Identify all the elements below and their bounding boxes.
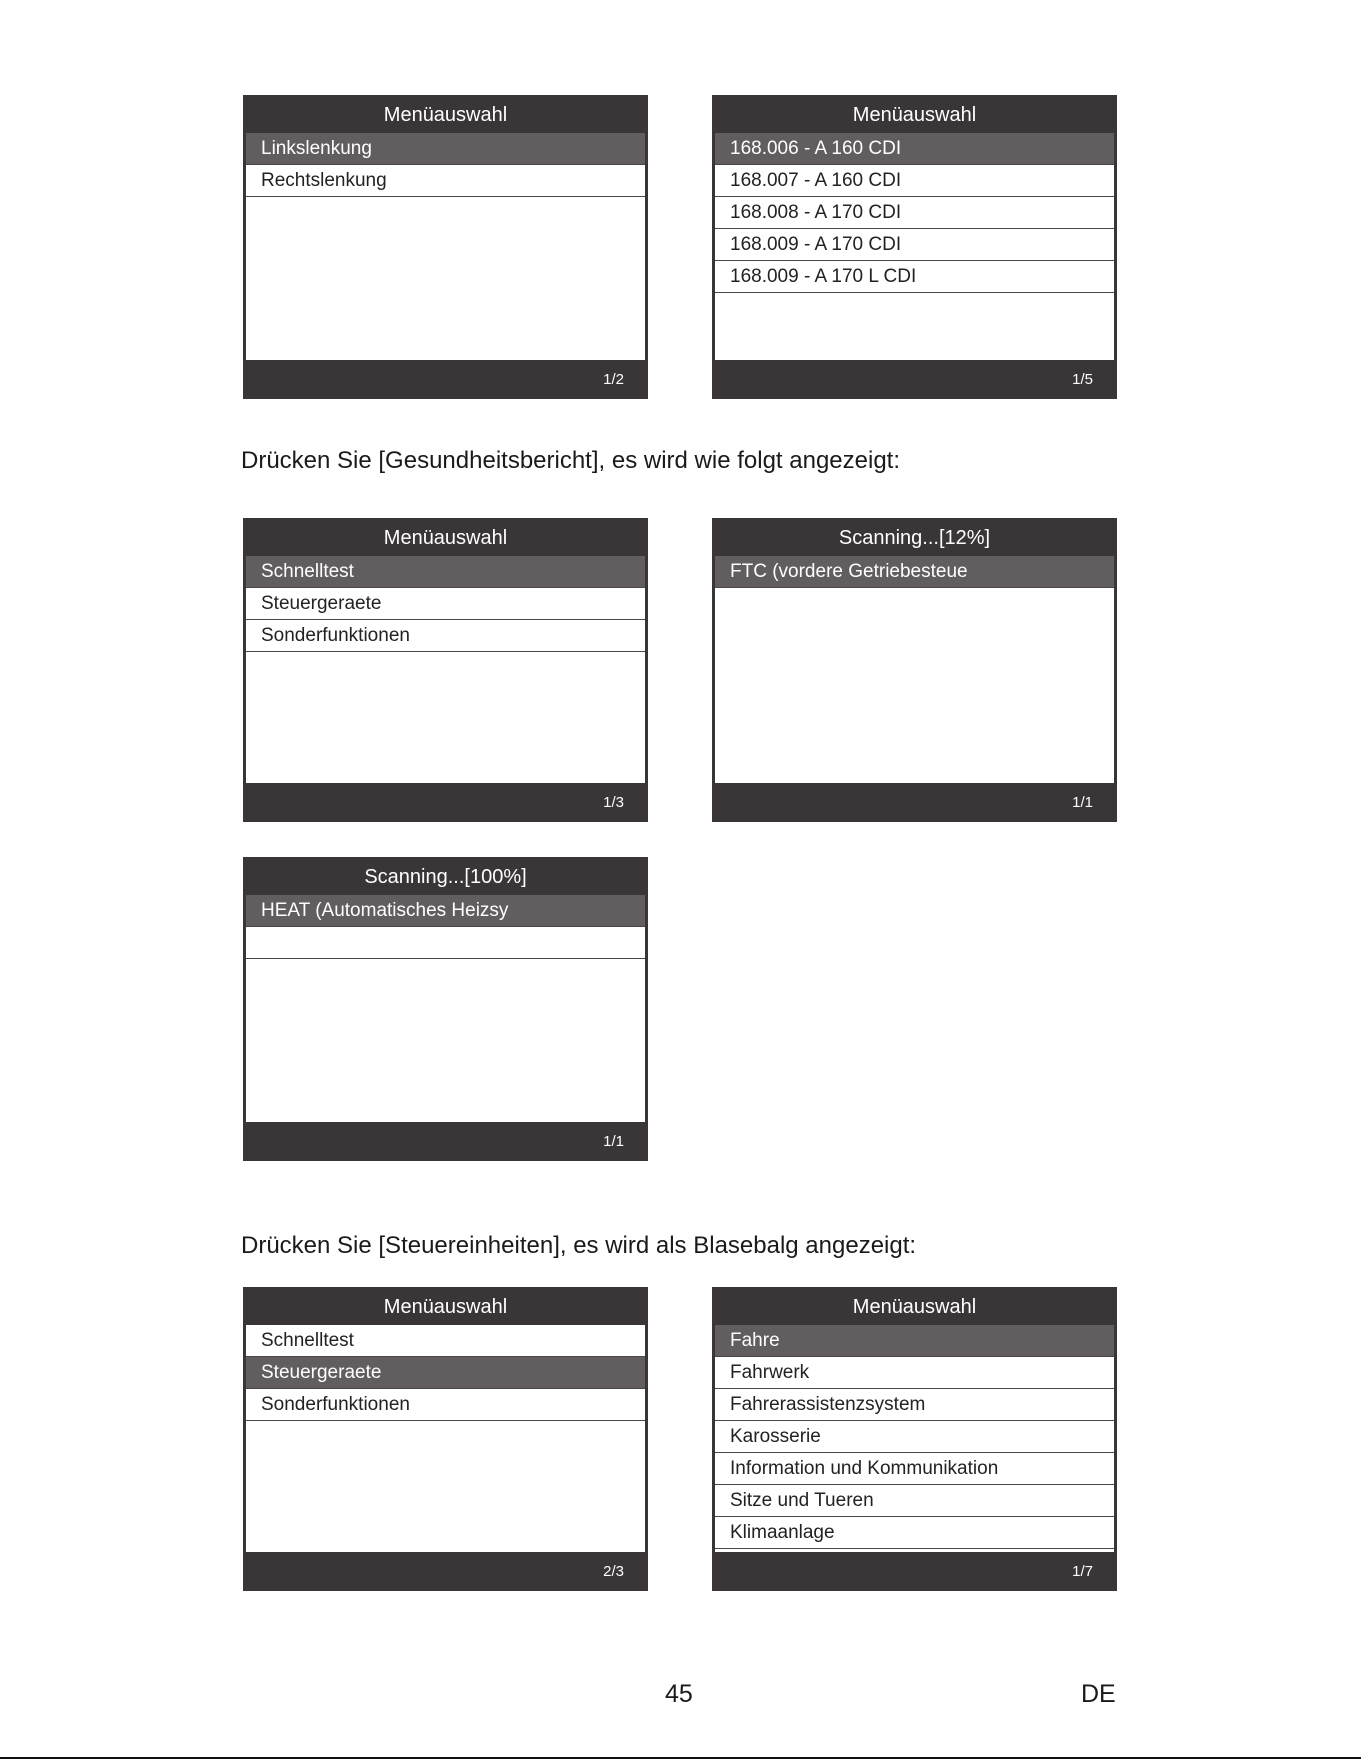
menu-item[interactable]: 168.006 - A 160 CDI [715, 133, 1114, 165]
screen-1-menu [243, 95, 648, 399]
screen-list [246, 133, 645, 360]
menu-item[interactable]: Fahre [715, 1325, 1114, 1357]
screen-title: Scanning...[100%] [364, 866, 527, 888]
menu-item[interactable]: Steuergeraete [246, 588, 645, 620]
menu-item[interactable]: Klimaanlage [715, 1517, 1114, 1549]
screen-page-indicator: 1/7 [1072, 1563, 1093, 1580]
screen-page-indicator: 1/1 [1072, 794, 1093, 811]
menu-item[interactable]: 168.009 - A 170 CDI [715, 229, 1114, 261]
menu-item[interactable]: Fahrerassistenzsystem [715, 1389, 1114, 1421]
screen-7-menu [712, 1287, 1117, 1591]
menu-item[interactable]: Sitze und Tueren [715, 1485, 1114, 1517]
screen-4-scanning [712, 518, 1117, 822]
bottom-rule [0, 1757, 1361, 1759]
screen-page-indicator: 2/3 [603, 1563, 624, 1580]
menu-item[interactable]: Rechtslenkung [246, 165, 645, 197]
screen-page-indicator: 1/2 [603, 371, 624, 388]
screen-title: Menüauswahl [383, 104, 508, 126]
screen-list [715, 556, 1114, 783]
screen-title: Menüauswahl [852, 1296, 977, 1318]
screen-2-menu [712, 95, 1117, 399]
screen-page-indicator: 1/3 [603, 794, 624, 811]
menu-item[interactable]: 168.009 - A 170 L CDI [715, 261, 1114, 293]
menu-item[interactable]: Karosserie [715, 1421, 1114, 1453]
empty-list-item[interactable] [246, 927, 645, 959]
language-code: DE [1081, 1680, 1116, 1708]
menu-item[interactable]: Schnelltest [246, 556, 645, 588]
menu-item[interactable]: Schnelltest [246, 1325, 645, 1357]
caption-control-units: Drücken Sie [Steuereinheiten], es wird als Blasebalg angezeigt: [241, 1232, 917, 1259]
menu-item[interactable]: Linkslenkung [246, 133, 645, 165]
menu-item[interactable]: Sonderfunktionen [246, 1389, 645, 1421]
screen-page-indicator: 1/5 [1072, 371, 1093, 388]
page-number: 45 [665, 1680, 693, 1708]
screen-title: Menüauswahl [383, 1296, 508, 1318]
screen-5-scanning [243, 857, 648, 1161]
screen-list [246, 556, 645, 783]
menu-item[interactable]: 168.007 - A 160 CDI [715, 165, 1114, 197]
screen-page-indicator: 1/1 [603, 1133, 624, 1150]
screen-title: Scanning...[12%] [838, 527, 991, 549]
screen-3-menu [243, 518, 648, 822]
screen-list [246, 1325, 645, 1552]
screen-list [715, 1325, 1114, 1552]
screen-list [246, 895, 645, 1122]
menu-item[interactable]: Fahrwerk [715, 1357, 1114, 1389]
menu-item[interactable]: Sonderfunktionen [246, 620, 645, 652]
menu-item[interactable]: 168.008 - A 170 CDI [715, 197, 1114, 229]
caption-health-report: Drücken Sie [Gesundheitsbericht], es wird wie folgt angezeigt: [241, 447, 901, 474]
screen-list [715, 133, 1114, 360]
screen-title: Menüauswahl [852, 104, 977, 126]
screen-title: Menüauswahl [383, 527, 508, 549]
menu-item[interactable]: HEAT (Automatisches Heizsy [246, 895, 645, 927]
menu-item[interactable]: FTC (vordere Getriebesteue [715, 556, 1114, 588]
menu-item[interactable]: Information und Kommunikation [715, 1453, 1114, 1485]
menu-item[interactable]: Steuergeraete [246, 1357, 645, 1389]
screen-6-menu [243, 1287, 648, 1591]
